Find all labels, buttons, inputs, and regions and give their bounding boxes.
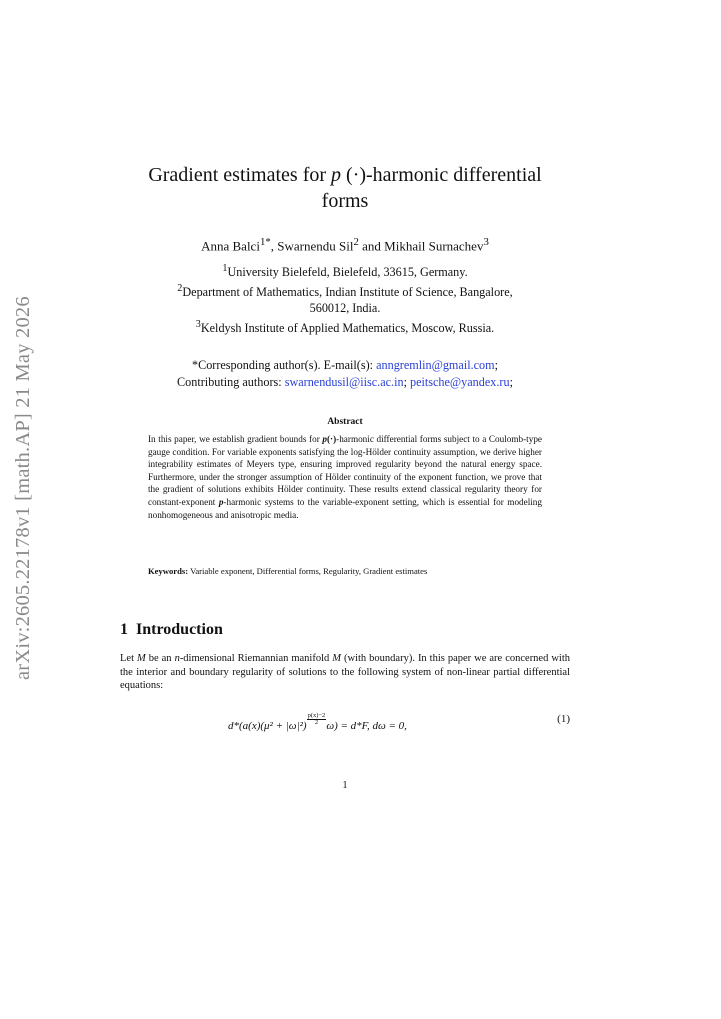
- correspondence-block: [120, 357, 570, 390]
- abstract-heading: Abstract: [327, 417, 363, 427]
- exponent-numerator: p(x)−2: [307, 712, 326, 719]
- intro-math: M: [332, 653, 342, 664]
- intro-paragraph: [120, 652, 570, 693]
- page-number: 1: [342, 780, 348, 791]
- intro-text-part: Let: [120, 653, 137, 664]
- title-text-start: Gradient estimates for: [148, 164, 332, 186]
- contributing-label: Contributing authors:: [177, 374, 285, 389]
- author-affiliation-mark: 1*: [259, 236, 271, 248]
- contributing-email-link[interactable]: swarnendusil@iisc.ac.in: [284, 374, 404, 389]
- affiliation-line: [120, 317, 570, 337]
- abstract-math-p: p: [322, 434, 327, 444]
- author-list: [120, 236, 570, 254]
- equation-lhs-end: ω) = d*F, dω = 0,: [326, 720, 407, 732]
- equation-exponent-fraction: [307, 713, 327, 726]
- intro-math: M: [137, 653, 146, 664]
- section-title-text: Introduction: [136, 621, 223, 638]
- keywords-label: Keywords:: [148, 566, 189, 576]
- corresponding-label: *Corresponding author(s). E-mail(s):: [191, 358, 377, 372]
- author-name: Swarnendu Sil: [277, 238, 354, 254]
- author-name: Anna Balci: [201, 238, 260, 254]
- equation-lhs-start: d*(a(x)(μ² + |ω|²): [228, 720, 307, 732]
- affiliation-text: Keldysh Institute of Applied Mathematics, Moscow, Russia.: [200, 320, 495, 335]
- affiliation-mark: 3: [195, 318, 201, 330]
- intro-text-part: -dimensional Riemannian manifold: [179, 653, 333, 664]
- intro-text-part: be an: [145, 653, 175, 664]
- affiliation-list: [120, 261, 570, 336]
- keywords-line: [148, 566, 542, 576]
- abstract-text: [148, 433, 542, 521]
- abstract-math-p: p: [218, 496, 224, 507]
- affiliation-line: [120, 300, 570, 317]
- affiliation-mark: 2: [177, 282, 183, 294]
- equation-number: (1): [557, 713, 570, 725]
- abstract-math-arg: (·): [326, 434, 337, 444]
- author-name: Mikhail Surnachev: [384, 238, 484, 254]
- title-math-p: p: [331, 164, 342, 186]
- abstract-text-part: -harmonic systems to the variable-exponent setting, which is essential for modeling nonhomogeneous and anisotropic media.: [148, 496, 542, 520]
- equation-body: [228, 713, 407, 732]
- author-separator: and: [358, 238, 385, 254]
- punctuation: ;: [509, 374, 513, 389]
- intro-text-part: (with boundary). In this paper we are concerned with the interior and boundary regularity of solutions to the following system of non-linear partial differential equations:: [120, 653, 571, 691]
- affiliation-text: 560012, India.: [309, 301, 381, 316]
- arxiv-identifier-stamp: [12, 280, 52, 680]
- abstract-text-part: -harmonic differential forms subject to a Coulomb-type gauge condition. For variable exponents satisfying the log-Hölder continuity assumption, we derive higher integrability estimates of Meyers type, ensuring improved regularity beyond the natural energy space. Furthermore, under the stronger assumption of Hölder continuity of the exponent function, we prove that the gradient of solutions exhibits Hölder continuity. These results extend classical regularity theory for constant-exponent: [148, 434, 542, 507]
- author-affiliation-mark: 2: [353, 236, 359, 248]
- paper-title: [120, 162, 570, 214]
- author-separator: ,: [270, 238, 278, 254]
- punctuation: ;: [494, 358, 499, 372]
- title-line-1: [120, 162, 570, 188]
- contributing-authors-line: [120, 374, 570, 391]
- title-text-end: -harmonic differential: [366, 164, 542, 186]
- affiliation-text: University Bielefeld, Bielefeld, 33615, Germany.: [227, 265, 468, 280]
- intro-math: n: [174, 653, 180, 664]
- section-number: 1: [120, 621, 128, 638]
- keywords-text: Variable exponent, Differential forms, Regularity, Gradient estimates: [188, 566, 428, 576]
- corresponding-email-link[interactable]: anngremlin@gmail.com: [376, 358, 495, 372]
- corresponding-author-line: [120, 357, 570, 374]
- section-heading: [120, 621, 223, 639]
- equation-1: [120, 710, 570, 730]
- affiliation-line: [120, 261, 570, 281]
- title-line-2: forms: [321, 190, 369, 212]
- punctuation: ;: [403, 374, 410, 389]
- exponent-denominator: 2: [314, 719, 319, 726]
- title-math-arg: (·): [341, 164, 367, 186]
- affiliation-line: [120, 281, 570, 301]
- contributing-email-link[interactable]: peitsche@yandex.ru: [410, 374, 510, 389]
- author-affiliation-mark: 3: [483, 236, 489, 248]
- arxiv-identifier-text: arXiv:2605.22178v1 [math.AP] 21 May 2026: [12, 296, 34, 680]
- abstract-text-part: In this paper, we establish gradient bounds for: [148, 434, 323, 444]
- affiliation-mark: 1: [222, 263, 228, 274]
- affiliation-text: Department of Mathematics, Indian Institute of Science, Bangalore,: [182, 284, 513, 299]
